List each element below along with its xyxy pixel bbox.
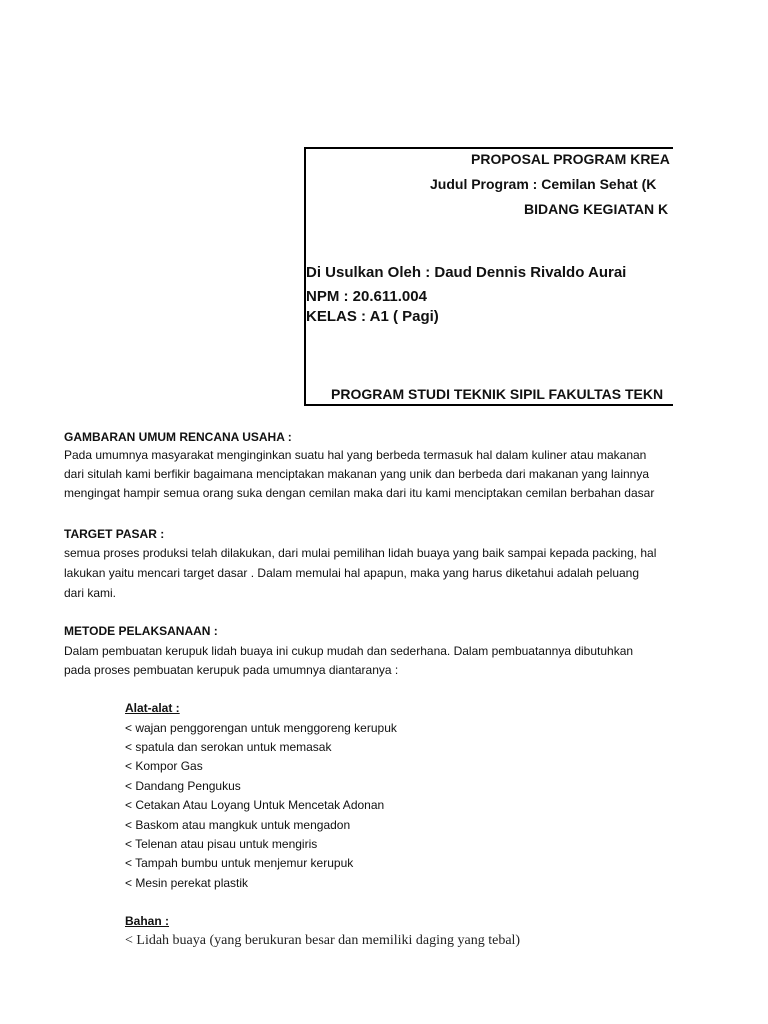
npm-line: NPM : 20.611.004 xyxy=(306,288,427,305)
paragraph-line: pada proses pembuatan kerupuk pada umumnya diantaranya : xyxy=(64,663,399,677)
list-item: < Kompor Gas xyxy=(125,759,203,773)
paragraph-line: Pada umumnya masyarakat menginginkan suatu hal yang berbeda termasuk hal dalam kuliner atau makanan xyxy=(64,448,647,462)
tools-heading: Alat-alat : xyxy=(125,701,180,715)
list-item: < Baskom atau mangkuk untuk mengadon xyxy=(125,818,351,832)
program-title: Judul Program : Cemilan Sehat (K xyxy=(430,176,657,192)
study-program: PROGRAM STUDI TEKNIK SIPIL FAKULTAS TEKN xyxy=(331,386,664,402)
section-heading-target: TARGET PASAR : xyxy=(64,527,165,541)
paragraph-line: dari situlah kami berfikir bagaimana menciptakan makanan yang unik dan berbeda dari makanan yang lainnya xyxy=(64,467,650,481)
section-heading-gambaran: GAMBARAN UMUM RENCANA USAHA : xyxy=(64,430,292,444)
paragraph-line: mengingat hampir semua orang suka dengan cemilan maka dari itu kami menciptakan cemilan berbahan dasar xyxy=(64,486,655,500)
list-item: < spatula dan serokan untuk memasak xyxy=(125,740,332,754)
list-item: < Telenan atau pisau untuk mengiris xyxy=(125,837,318,851)
ingredients-heading: Bahan : xyxy=(125,914,170,928)
proposal-title: PROPOSAL PROGRAM KREA xyxy=(471,151,670,167)
kelas-line: KELAS : A1 ( Pagi) xyxy=(306,308,439,325)
list-item: < Tampah bumbu untuk menjemur kerupuk xyxy=(125,856,354,870)
section-heading-metode: METODE PELAKSANAAN : xyxy=(64,624,218,638)
list-item: < Cetakan Atau Loyang Untuk Mencetak Adonan xyxy=(125,798,385,812)
proposer-line: Di Usulkan Oleh : Daud Dennis Rivaldo Aurai xyxy=(306,264,627,281)
paragraph-line: Dalam pembuatan kerupuk lidah buaya ini cukup mudah dan sederhana. Dalam pembuatannya dibutuhkan xyxy=(64,644,634,658)
paragraph-line: dari kami. xyxy=(64,586,117,600)
list-item: < wajan penggorengan untuk menggoreng kerupuk xyxy=(125,721,397,735)
list-item: < Mesin perekat plastik xyxy=(125,876,249,890)
paragraph-line: lakukan yaitu mencari target dasar . Dalam memulai hal apapun, maka yang harus diketahui adalah peluang xyxy=(64,566,640,580)
activity-field: BIDANG KEGIATAN K xyxy=(524,201,669,217)
list-item: < Lidah buaya (yang berukuran besar dan memiliki daging yang tebal) xyxy=(125,933,521,948)
paragraph-line: semua proses produksi telah dilakukan, dari mulai pemilihan lidah buaya yang baik sampai kepada packing, hal xyxy=(64,546,657,560)
list-item: < Dandang Pengukus xyxy=(125,779,241,793)
